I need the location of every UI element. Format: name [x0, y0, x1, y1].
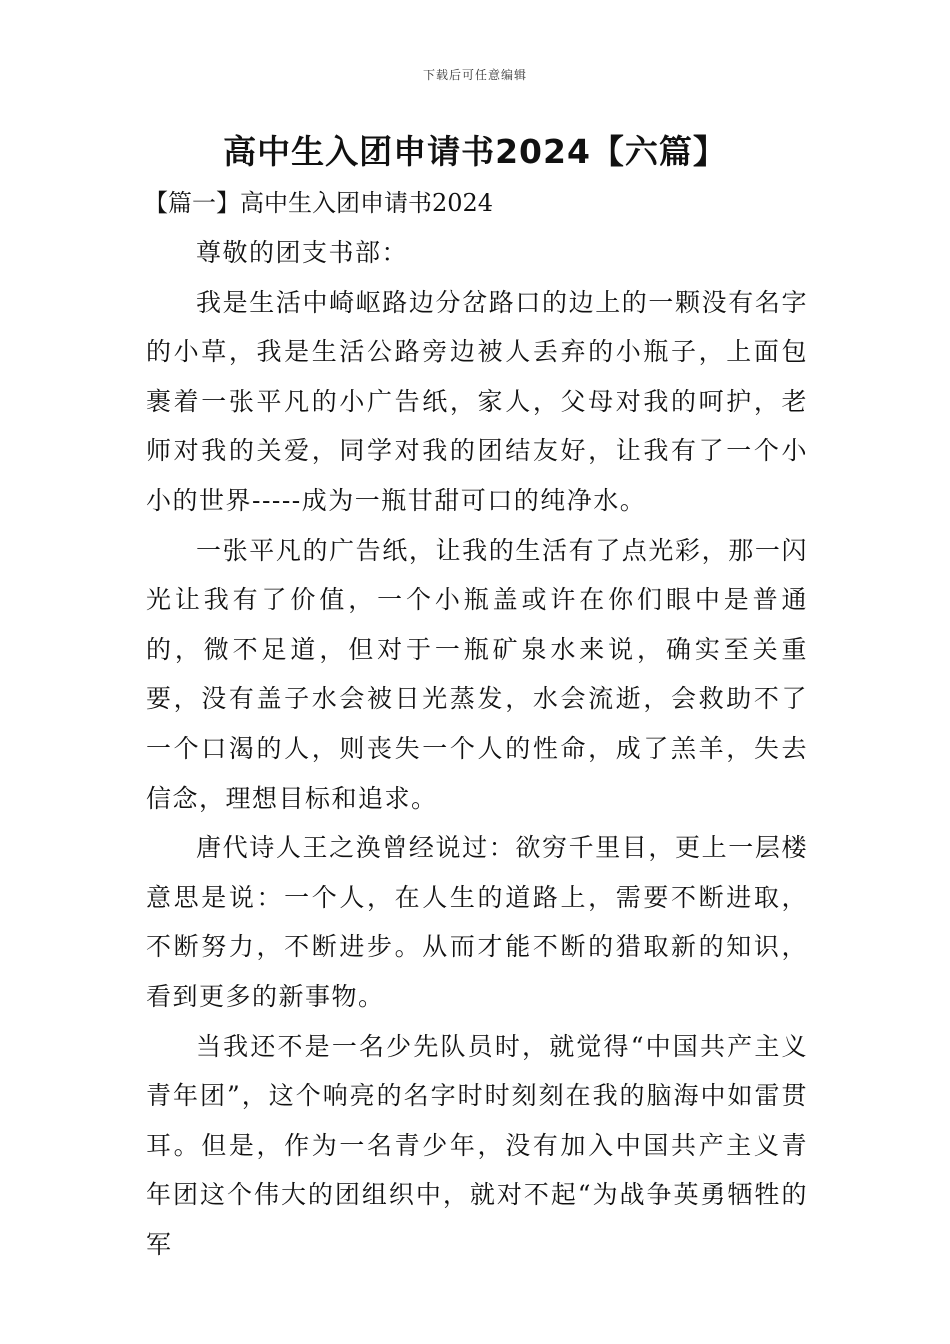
section-heading: 【篇一】高中生入团申请书2024: [144, 189, 494, 217]
paragraph: 唐代诗人王之涣曾经说过：欲穷千里目，更上一层楼意思是说：一个人，在人生的道路上，需要不断进取，不断努力，不断进步。从而才能不断的猎取新的知识，看到更多的新事物。: [146, 833, 808, 1011]
paragraph-salutation: 尊敬的团支书部：: [196, 238, 409, 267]
paragraph: 一张平凡的广告纸，让我的生活有了点光彩，那一闪光让我有了价值，一个小瓶盖或许在你们眼中是普通的，微不足道，但对于一瓶矿泉水来说，确实至关重要，没有盖子水会被日光蒸发，水会流逝，会救助不了一个口渴的人，则丧失一个人的性命，成了羔羊，失去信念，理想目标和追求。: [146, 535, 808, 813]
paragraph: 我是生活中崎岖路边分岔路口的边上的一颗没有名字的小草，我是生活公路旁边被人丢弃的小瓶子，上面包裹着一张平凡的小广告纸，家人，父母对我的呵护，老师对我的关爱，同学对我的团结友好，让我有了一个小小的世界-----成为一瓶甘甜可口的纯净水。: [146, 287, 808, 515]
document-title: 高中生入团申请书2024【六篇】: [223, 132, 727, 171]
header-note: 下载后可任意编辑: [422, 68, 527, 82]
paragraph: 当我还不是一名少先队员时，就觉得“中国共产主义青年团”，这个响亮的名字时时刻刻在我的脑海中如雷贯耳。但是，作为一名青少年，没有加入中国共产主义青年团这个伟大的团组织中，就对不起“为战争英勇牺牲的军: [146, 1031, 808, 1259]
document-body: [146, 228, 808, 1269]
